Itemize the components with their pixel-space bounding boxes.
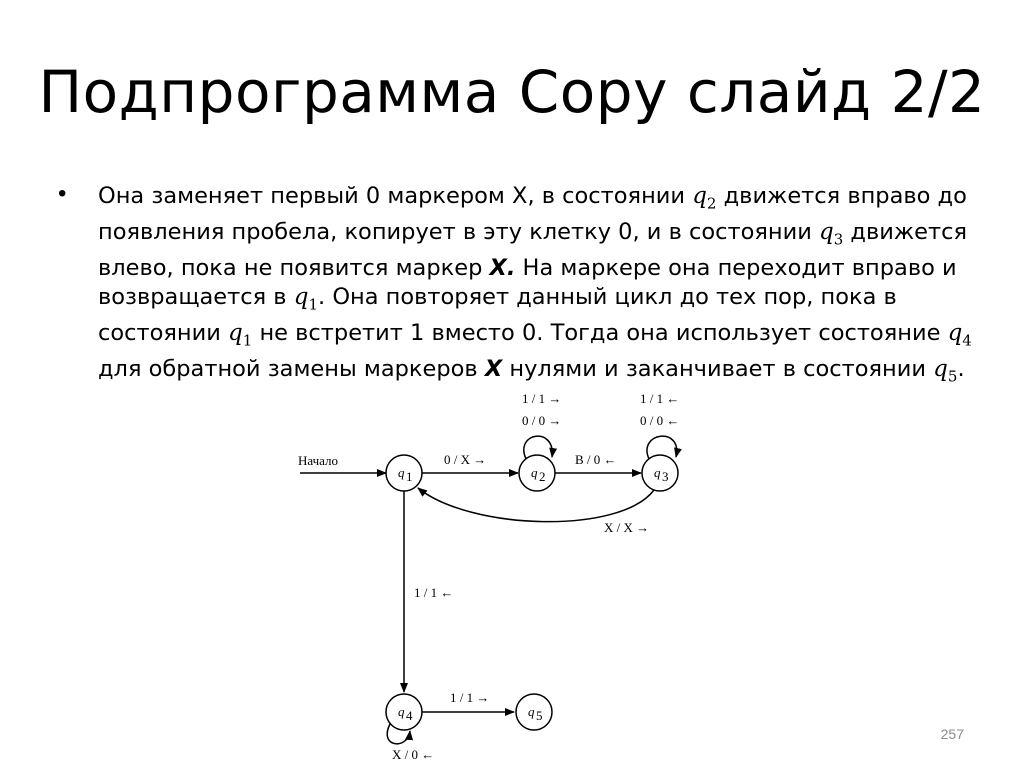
text-run: движется влево, пока не появится маркер — [98, 219, 967, 282]
label-q2-loop-1: 1 / 1 → — [522, 391, 562, 406]
state-q1 — [386, 455, 422, 491]
svg-text:q: q — [398, 465, 405, 480]
state-q5 — [516, 694, 552, 730]
bullet-marker: • — [58, 180, 67, 207]
svg-text:q: q — [528, 704, 535, 719]
label-q2-loop-2: 0 / 0 → — [522, 413, 562, 428]
label-q3-loop-2: 0 / 0 ← — [640, 413, 680, 428]
text-run: движется вправо до появления пробела, копирует в эту клетку 0, и в состоянии — [98, 183, 967, 246]
slide-title: Подпрограмма Copy слайд 2/2 — [38, 58, 986, 126]
text-run: . Она повторяет данный цикл до тех пор, пока в состоянии — [98, 283, 897, 346]
transition-q3-q1 — [418, 488, 654, 522]
state-q4 — [386, 694, 422, 730]
label-q1-q2: 0 / X → — [444, 452, 487, 467]
label-q2-q3: B / 0 ← — [575, 452, 617, 467]
label-q1-q4: 1 / 1 ← — [414, 585, 454, 600]
page-number: 257 — [940, 726, 964, 742]
svg-text:5: 5 — [536, 708, 543, 723]
math-q5: $q_5$ — [933, 355, 958, 386]
svg-text:q: q — [398, 704, 405, 719]
marker-x-bold: X — [484, 355, 503, 382]
text-run: для обратной замены маркеров — [98, 355, 485, 382]
text-run: не встретит 1 вместо 0. Тогда она использует состояние — [252, 319, 948, 346]
label-q4-q5: 1 / 1 → — [450, 690, 490, 705]
svg-text:2: 2 — [539, 469, 546, 484]
text-run: На маркере она переходит вправо и возвращается в — [98, 255, 957, 310]
text-run: нулями и заканчивает в состоянии — [502, 355, 934, 382]
svg-text:3: 3 — [662, 469, 669, 484]
state-q3 — [642, 455, 678, 491]
marker-x-bold: X. — [489, 255, 516, 282]
svg-text:q: q — [531, 465, 538, 480]
math-q3: $q_3$ — [819, 219, 844, 249]
math-q1: $q_1$ — [228, 319, 253, 350]
svg-text:1: 1 — [406, 469, 413, 484]
text-run: Она заменяет первый 0 маркером X, в состоянии — [98, 183, 693, 209]
svg-text:q: q — [654, 465, 661, 480]
label-q3-q1: X / X → — [604, 520, 650, 535]
svg-text:4: 4 — [406, 708, 413, 723]
start-label: Начало — [298, 453, 339, 468]
text-run: . — [957, 355, 965, 382]
label-q3-loop-1: 1 / 1 ← — [640, 391, 680, 406]
math-q1: $q_1$ — [293, 283, 319, 314]
math-q2: $q_2$ — [692, 183, 717, 213]
state-q2 — [519, 455, 555, 491]
math-q4: $q_4$ — [947, 319, 972, 350]
label-q4-loop: X / 0 ← — [392, 747, 435, 762]
loop-q4 — [387, 724, 410, 744]
